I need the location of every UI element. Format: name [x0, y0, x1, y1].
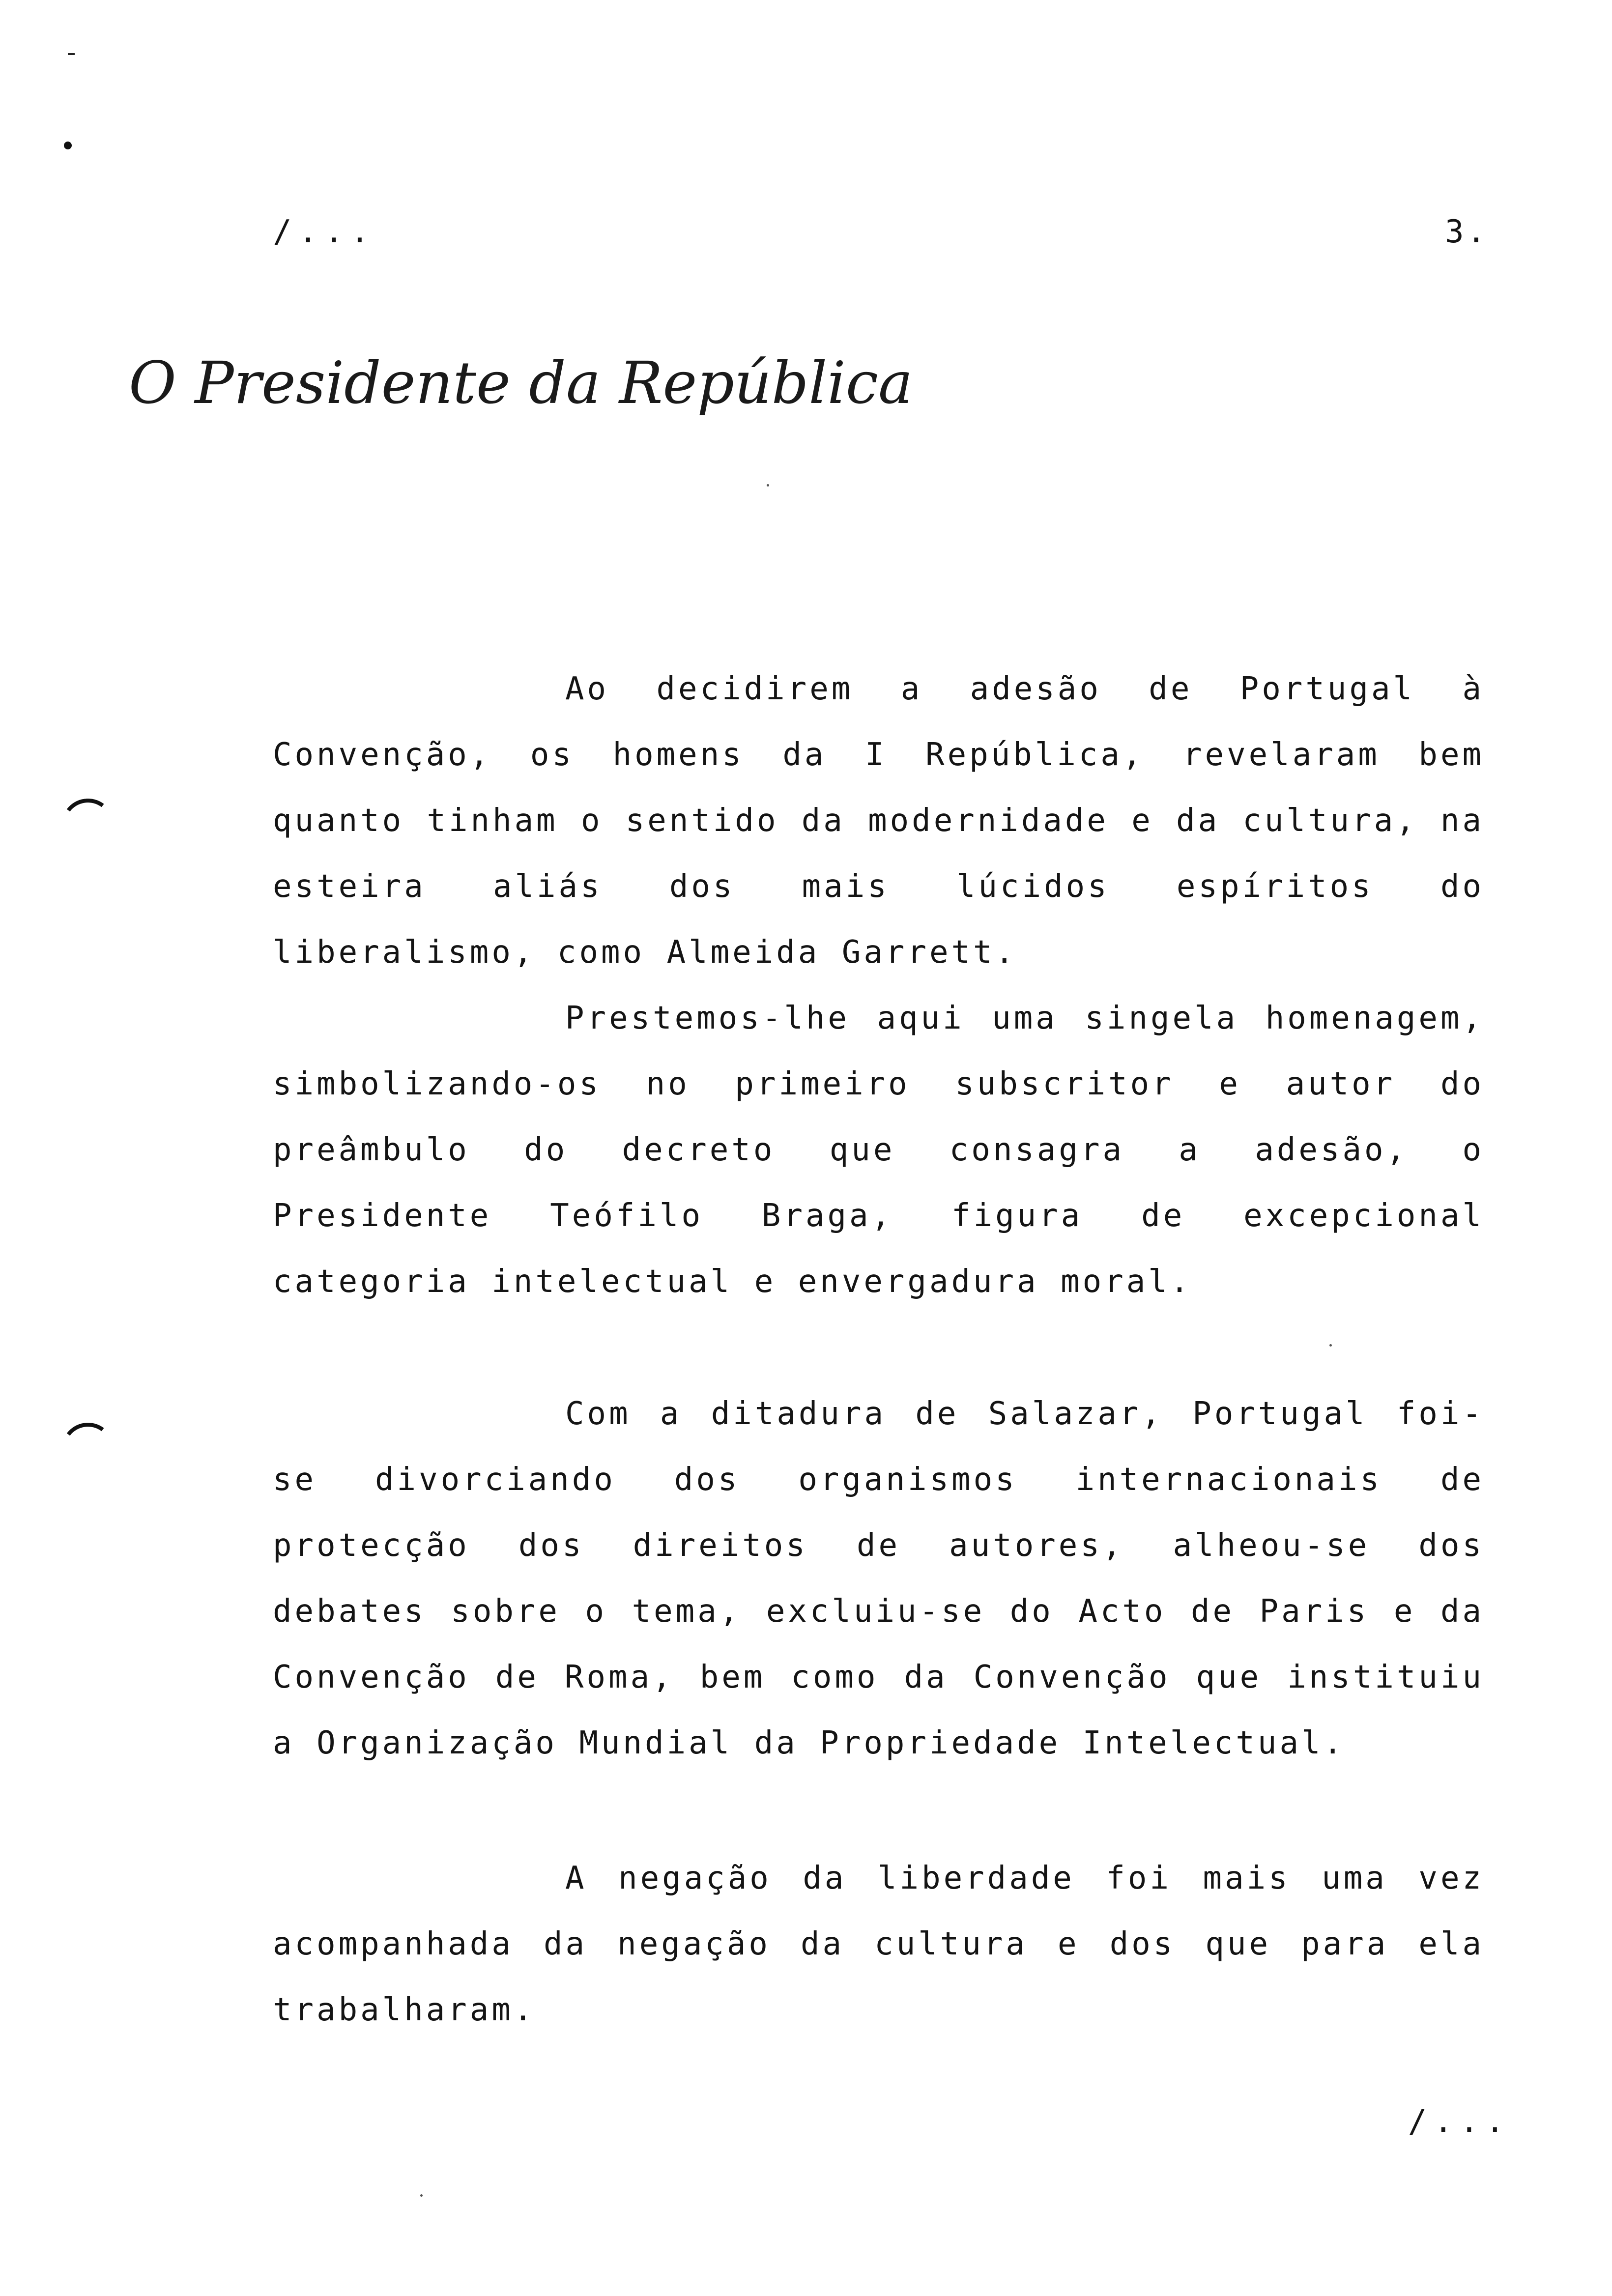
paragraph-text: Ao decidirem a adesão de Portugal à Convenção, os homens da I República, revelaram bem quanto tinham o sentido da modernidade e da cultura, na esteira aliás dos mais lúcidos espíritos do liberalismo, como Almeida Garrett. [273, 671, 1484, 971]
punch-hole-mark-lower [58, 1419, 118, 1479]
paragraph-text: A negação da liberdade foi mais uma vez acompanhada da negação da cultura e dos que para ela trabalharam. [273, 1860, 1484, 2028]
letterhead-text: O Presidente da República [129, 349, 913, 417]
scan-dot-mark [64, 142, 72, 149]
continuation-mark-top: /... [273, 214, 376, 250]
body-paragraph [273, 1381, 1484, 1776]
scan-speck [1329, 1344, 1332, 1347]
scan-speck [767, 484, 769, 487]
punch-hole-mark-upper [58, 795, 118, 855]
body-paragraph [273, 985, 1484, 1315]
letterhead-script [127, 344, 913, 432]
paragraph-text: Com a ditadura de Salazar, Portugal foi-se divorciando dos organismos internacionais de protecção dos direitos de autores, alheou-se dos debates sobre o tema, excluiu-se do Acto de Paris e da Convenção de Roma, bem como da Convenção que instituiu a Organização Mundial da Propriedade Intelectual. [273, 1396, 1484, 1761]
scan-mark-top [68, 53, 75, 55]
paragraph-text: Prestemos-lhe aqui uma singela homenagem, simbolizando-os no primeiro subscritor e autor do preâmbulo do decreto que consagra a adesão, o Presidente Teófilo Braga, figura de excepcional categoria intelectual e envergadura moral. [273, 1000, 1484, 1300]
body-paragraph [273, 656, 1484, 985]
page-number: 3. [1445, 214, 1489, 250]
scan-speck [420, 2194, 423, 2197]
body-paragraph [273, 1845, 1484, 2043]
continuation-mark-bottom: /... [1408, 2103, 1512, 2140]
